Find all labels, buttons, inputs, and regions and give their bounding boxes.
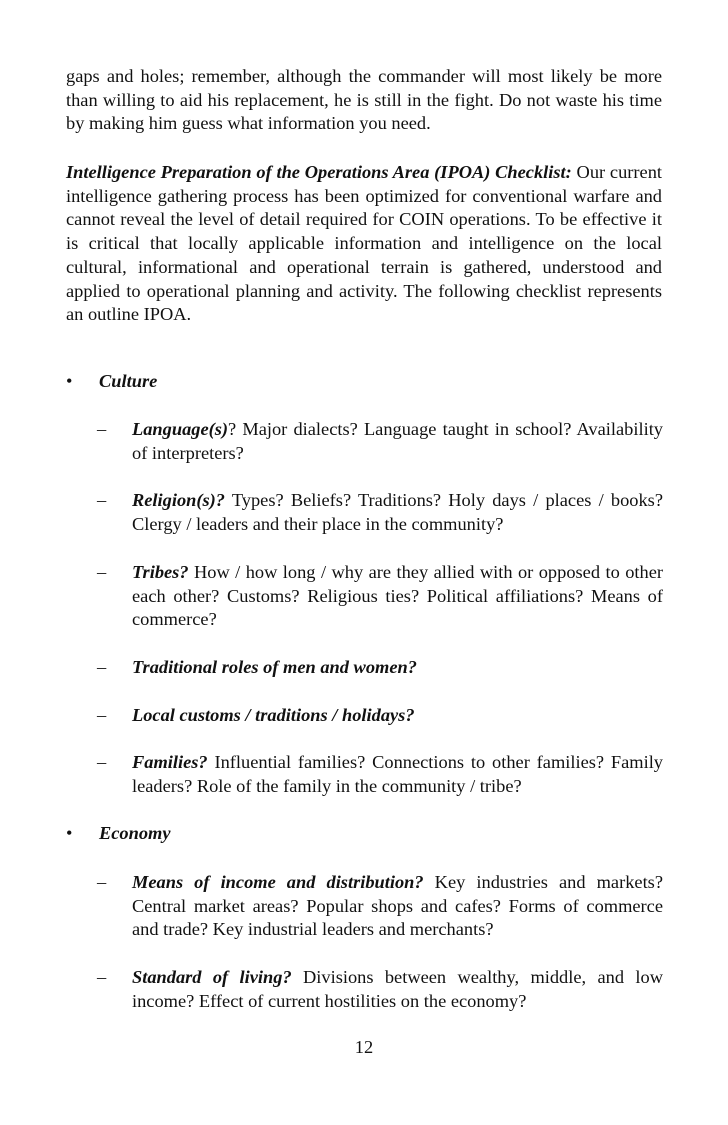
dash-icon: – (97, 872, 107, 892)
item-text: Types? Beliefs? Traditions? Holy days / places / books? Clergy / leaders and their place in the community? (132, 490, 663, 534)
item-text: ? Major dialects? Language taught in school? Availability of interpreters? (132, 419, 663, 463)
bullet-icon: • (66, 371, 73, 391)
item-text: How / how long / why are they allied with or opposed to other each other? Customs? Religious ties? Political affiliations? Means of commerce? (132, 562, 663, 630)
item-text: Divisions between wealthy, middle, and low income? Effect of current hostilities on the economy? (132, 967, 663, 1011)
ipoa-paragraph (66, 161, 662, 327)
item-body (132, 966, 663, 1013)
item-body (132, 656, 663, 680)
item-term: Families? (132, 752, 208, 772)
item-term: Tribes? (132, 562, 189, 582)
intro-paragraph: gaps and holes; remember, although the commander will most likely be more than willing to aid his replacement, he is still in the fight. Do not waste his time by making him guess what information you need. (66, 66, 662, 134)
dash-icon: – (97, 562, 107, 582)
item-body (132, 489, 663, 536)
item-body (132, 418, 663, 465)
ipoa-text: Our current intelligence gathering process has been optimized for conventional warfare and cannot reveal the level of detail required for COIN operations. To be effective it is critical that locally applicable information and intelligence on the local cultural, informational and operational terrain is gathered, understood and applied to operational planning and activity. The following checklist represents an outline IPOA. (66, 162, 663, 325)
item-term: Means of income and distribution? (132, 872, 424, 892)
item-term: Religion(s)? (132, 490, 225, 510)
dash-icon: – (97, 752, 107, 772)
section-title: Culture (99, 371, 158, 391)
item-term: Local customs / traditions / holidays? (132, 705, 415, 725)
item-text: Influential families? Connections to other families? Family leaders? Role of the family in the community / tribe? (132, 752, 663, 796)
dash-icon: – (97, 657, 107, 677)
dash-icon: – (97, 967, 107, 987)
item-text: Key industries and markets? Central market areas? Popular shops and cafes? Forms of commerce and trade? Key industrial leaders and merchants? (132, 872, 664, 940)
dash-icon: – (97, 490, 107, 510)
dash-icon: – (97, 705, 107, 725)
item-body (132, 751, 663, 798)
bullet-icon: • (66, 823, 73, 843)
item-body (132, 871, 663, 942)
item-term: Traditional roles of men and women? (132, 657, 417, 677)
section-title: Economy (99, 823, 171, 843)
ipoa-heading: Intelligence Preparation of the Operations Area (IPOA) Checklist: (66, 162, 572, 182)
dash-icon: – (97, 419, 107, 439)
item-term: Standard of living? (132, 967, 292, 987)
item-body (132, 704, 663, 728)
item-term: Language(s) (132, 419, 229, 439)
item-body (132, 561, 663, 632)
page-number: 12 (354, 1037, 374, 1057)
